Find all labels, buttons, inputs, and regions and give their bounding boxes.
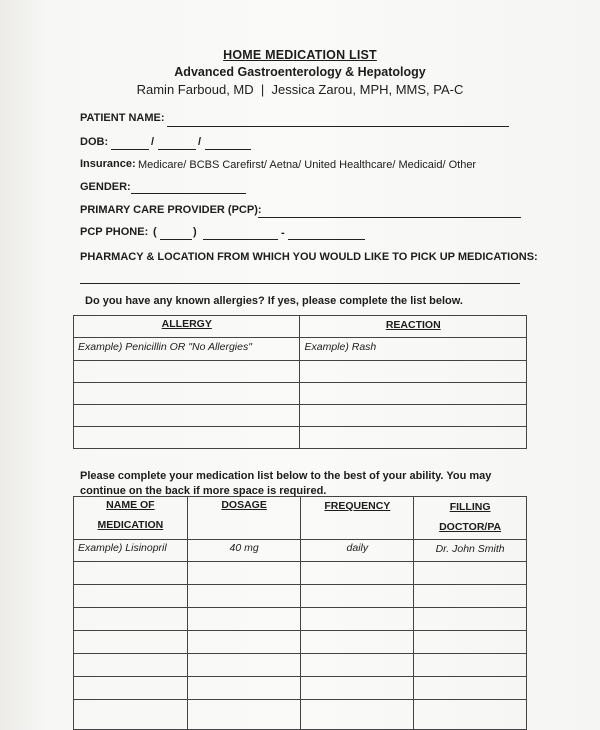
pharmacy-label: PHARMACY & LOCATION FROM WHICH YOU WOULD LIKE TO PICK UP MEDICATIONS: xyxy=(80,251,538,263)
practice-name: Advanced Gastroenterology & Hepatology xyxy=(174,65,426,79)
dob-slash-1: / xyxy=(151,136,155,148)
table-row[interactable] xyxy=(74,585,527,608)
medication-header-row xyxy=(74,497,527,540)
medication-example-name: Example) Lisinopril xyxy=(74,540,188,562)
table-row[interactable] xyxy=(74,631,527,654)
medication-table xyxy=(73,496,527,730)
insurance-label: Insurance: xyxy=(80,158,136,170)
pcp-phone-label: PCP PHONE: xyxy=(80,226,149,238)
table-row[interactable] xyxy=(74,562,527,585)
allergy-table xyxy=(73,315,527,449)
allergy-header-row xyxy=(74,316,527,338)
pharmacy-line[interactable] xyxy=(80,283,520,284)
allergies-question: Do you have any known allergies? If yes, please complete the list below. xyxy=(85,295,463,307)
patient-name-label: PATIENT NAME: xyxy=(80,112,165,124)
pcp-phone-area-line[interactable] xyxy=(160,239,192,240)
allergy-example-row xyxy=(74,338,527,361)
reaction-example-cell: Example) Rash xyxy=(300,338,527,361)
medication-example-frequency: daily xyxy=(301,540,414,562)
pcp-line[interactable] xyxy=(258,217,521,218)
doctor-names: Ramin Farboud, MD | Jessica Zarou, MPH, MMS, PA-C xyxy=(136,82,464,97)
table-row[interactable] xyxy=(74,405,527,427)
pcp-phone-prefix-line[interactable] xyxy=(203,239,278,240)
dob-slash-2: / xyxy=(198,136,202,148)
table-row[interactable] xyxy=(74,654,527,677)
table-row[interactable] xyxy=(74,427,527,449)
allergy-example-cell: Example) Penicillin OR "No Allergies" xyxy=(74,338,300,361)
table-row[interactable] xyxy=(74,383,527,405)
dob-month-line[interactable] xyxy=(111,149,149,150)
table-row[interactable] xyxy=(74,677,527,700)
gender-label: GENDER: xyxy=(80,181,131,193)
table-row[interactable] xyxy=(74,361,527,383)
table-row[interactable] xyxy=(74,608,527,631)
dob-year-line[interactable] xyxy=(205,149,251,150)
medication-example-doctor: Dr. John Smith xyxy=(414,540,527,562)
medication-instructions-2: continue on the back if more space is required. xyxy=(80,485,327,497)
dob-day-line[interactable] xyxy=(158,149,196,150)
gender-line[interactable] xyxy=(131,193,246,194)
frequency-header: FREQUENCY xyxy=(301,497,414,540)
pcp-phone-dash: - xyxy=(281,227,285,239)
form-title: HOME MEDICATION LIST xyxy=(223,48,377,62)
medication-example-dosage: 40 mg xyxy=(187,540,301,562)
medication-example-row xyxy=(74,540,527,562)
filling-doctor-header: FILLING DOCTOR/PA xyxy=(414,497,527,540)
dob-label: DOB: xyxy=(80,136,109,148)
dosage-header: DOSAGE xyxy=(187,497,301,540)
medication-name-header: NAME OF MEDICATION xyxy=(74,497,188,540)
pcp-phone-paren-open: ( xyxy=(153,226,157,238)
reaction-col-header: REACTION xyxy=(300,316,527,338)
patient-name-line[interactable] xyxy=(167,126,509,127)
table-row[interactable] xyxy=(74,700,527,730)
pcp-label: PRIMARY CARE PROVIDER (PCP): xyxy=(80,204,262,216)
insurance-options: Medicare/ BCBS Carefirst/ Aetna/ United Healthcare/ Medicaid/ Other xyxy=(138,159,477,171)
pcp-phone-paren-close: ) xyxy=(193,226,197,238)
medication-instructions-1: Please complete your medication list below to the best of your ability. You may xyxy=(80,470,492,482)
allergy-col-header: ALLERGY xyxy=(74,316,300,338)
pcp-phone-line-number[interactable] xyxy=(288,239,365,240)
